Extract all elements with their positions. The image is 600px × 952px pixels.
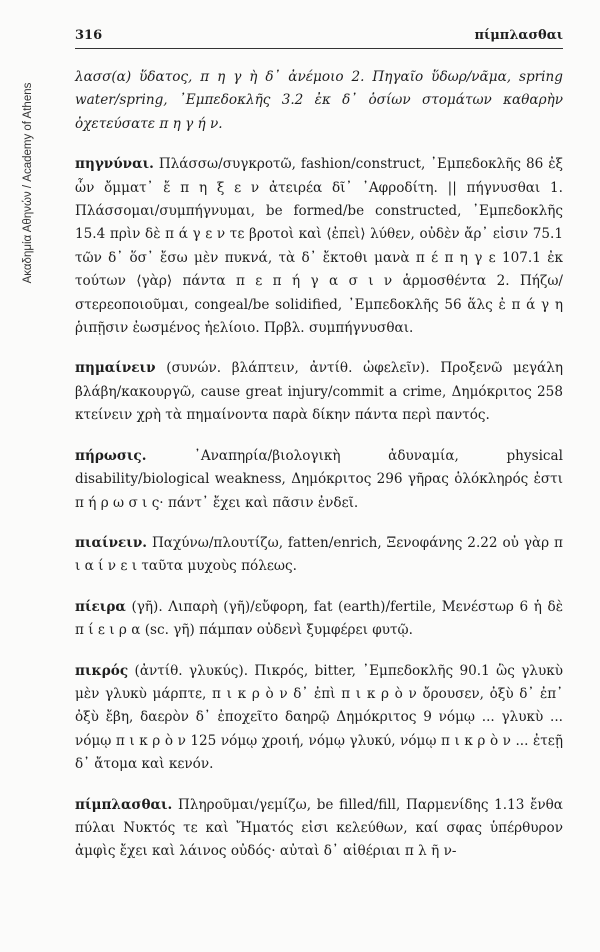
entry-pemainein: πημαίνειν (συνών. βλάπτειν, ἀντίθ. ὠφελεῖν). Προξενῶ μεγάλη βλάβη/κακουργῶ, cause great injury/commit a crime, Δημόκριτος 258 κτείνειν χρὴ τὰ πημαίνοντα παρὰ δίκην πάντα περὶ παντός.	[75, 360, 563, 424]
entry-pegnynai: πηγνύναι. Πλάσσω/συγκροτῶ, fashion/construct, ᾽Εμπεδοκλῆς 86 ἐξ ὧν ὄμματ᾽ ἔ π η ξ ε ν ἀτειρέα δῖ᾽ ᾽Αφροδίτη. || πήγνυσθαι 1. Πλάσσομαι/συμπήγνυμαι, be formed/be constructed, ᾽Εμπεδοκλῆς 15.4 πρὶν δὲ π ά γ ε ν τε βροτοὶ καὶ ⟨ἐπεὶ⟩ λύθεν, οὐδὲν ἄρ᾽ εἰσιν 75.1 τῶν δ᾽ ὅσ᾽ ἔσω μὲν πυκνά, τὰ δ᾽ ἔκτοθι μανὰ π έ π η γ ε 107.1 ἐκ τούτων ⟨γὰρ⟩ πάντα π ε π ή γ α σ ι ν ἁρμοσθέντα 2. Πήζω/στερεοποιοῦμαι, congeal/be solidified, ᾽Εμπεδοκλῆς 56 ἅλς ἐ π ά γ η ῥιπῇσιν ἐωσμένος ἠελίοιο. Πρβλ. συμπήγνυσθαι.	[75, 156, 563, 337]
watermark: Ακαδημία Αθηνών / Academy of Athens	[22, 82, 34, 284]
entry-pieira: πίειρα (γῆ). Λιπαρὴ (γῆ)/εὔφορη, fat (earth)/fertile, Μενέστωρ 6 ἡ δὲ π ί ε ι ρ α (sc. γῆ) πάμπαν οὐδενὶ ξυμφέρει φυτῷ.	[75, 598, 563, 639]
page-header	[75, 28, 563, 49]
page-number: 316	[75, 28, 103, 43]
entry-pikros: πικρός (ἀντίθ. γλυκύς). Πικρός, bitter, ᾽Εμπεδοκλῆς 90.1 ὣς γλυκὺ μὲν γλυκὺ μάρπτε, π ι κ ρ ὸ ν δ᾽ ἐπὶ π ι κ ρ ὸ ν ὄρουσεν, ὀξὺ δ᾽ ἐπ᾽ ὀξὺ ἔβη, δαερὸν δ᾽ ἐποχεῖτο δαηρῷ Δημόκριτος 9 νόμῳ ... γλυκὺ ... νόμῳ π ι κ ρ ὸ ν 125 νόμῳ χροιή, νόμῳ γλυκύ, νόμῳ π ι κ ρ ὸ ν ... ἐτεῇ δ᾽ ἄτομα καὶ κενόν.	[75, 662, 563, 773]
dictionary-body	[75, 66, 563, 881]
running-head: πίμπλασθαι	[474, 28, 563, 43]
entry-continuation: λασσ(α) ὕδατος, π η γ ὴ δ᾽ ἀνέμοιο 2. Πηγαῖο ὕδωρ/νᾶμα, spring water/spring, ᾽Εμπεδοκλῆς 3.2 ἐκ δ᾽ ὁσίων στομάτων καθαρὴν ὀχετεύσατε π η γ ή ν.	[75, 69, 563, 132]
entry-perosis: πήρωσις. ᾽Αναπηρία/βιολογικὴ ἀδυναμία, physical disability/biological weakness, Δημόκριτος 296 γῆρας ὁλόκληρός ἐστι π ή ρ ω σ ι ς· πάντ᾽ ἔχει καὶ πᾶσιν ἐνδεῖ.	[75, 447, 563, 511]
entry-pimplasthai: πίμπλασθαι. Πληροῦμαι/γεμίζω, be filled/fill, Παρμενίδης 1.13 ἔνθα πύλαι Νυκτός τε καὶ Ἤματός εἰσι κελεύθων, καί σφας ὑπέρθυρον ἀμφὶς ἔχει καὶ λάινος οὐδός· αὐταὶ δ᾽ αἰθέριαι π λ ῆ ν-	[75, 796, 563, 860]
entry-piainein: πιαίνειν. Παχύνω/πλουτίζω, fatten/enrich, Ξενοφάνης 2.22 οὐ γὰρ π ι α ί ν ε ι ταῦτα μυχοὺς πόλεως.	[75, 534, 563, 575]
